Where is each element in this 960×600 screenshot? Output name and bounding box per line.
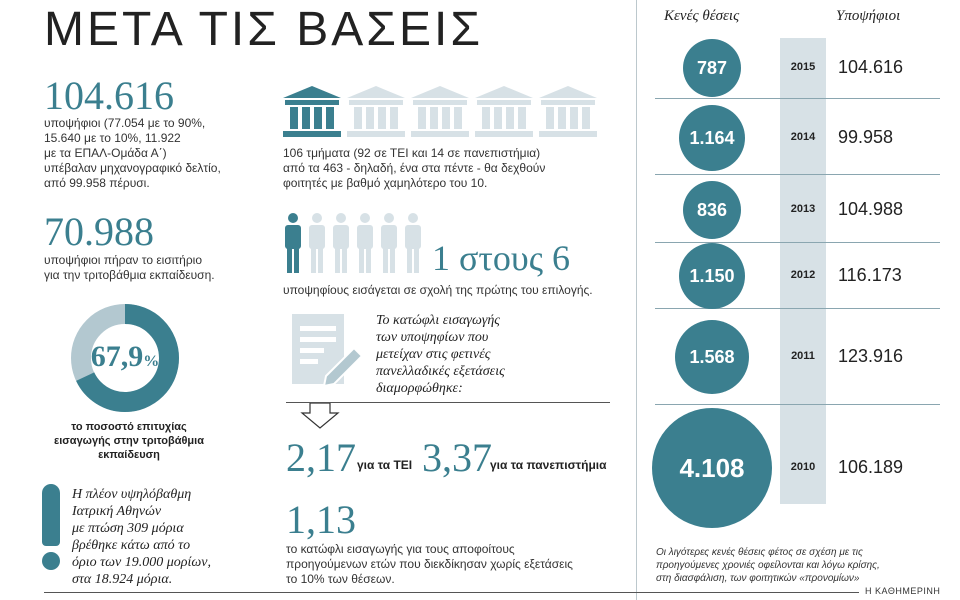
panel-separator [636, 0, 637, 600]
building-icon [347, 86, 405, 138]
down-arrow-icon [300, 403, 340, 429]
departments-text: 106 τμήματα (92 σε ΤΕΙ και 14 σε πανεπιστήμια) από τα 463 - δηλαδή, ένα στα πέντε - θα δεχθούν φοιτητές με βαθμό χαμηλότερο του 10. [283, 146, 546, 190]
document-pen-icon [290, 312, 366, 390]
prev-years-threshold-text: το κατώφλι εισαγωγής για τους αποφοίτους προηγούμενων ετών που διεκδίκησαν χωρίς εξετάσεις το 10% των θέσεων. [286, 542, 573, 586]
uni-threshold-label: για τα πανεπιστήμια [490, 458, 607, 472]
candidates-value: 104.616 [838, 57, 904, 77]
candidates-total-text: υποψήφιοι (77.054 με το 90%, 15.640 με το 10%, 11.922 με τα ΕΠΑΛ-Ομάδα Α΄) υπέβαλαν μηχανογραφικό δελτίο, από 99.958 πέρυσι. [44, 116, 221, 190]
row-divider [655, 404, 940, 405]
tei-threshold-label: για τα ΤΕΙ [357, 458, 413, 472]
year-label: 2012 [790, 269, 816, 281]
person-icon [331, 213, 351, 275]
building-icon [539, 86, 597, 138]
empty-positions-circle: 1.164 [679, 105, 745, 171]
person-icon [403, 213, 423, 275]
empty-positions-circle: 4.108 [652, 408, 772, 528]
one-in-six-text: υποψηφίους εισάγεται σε σχολή της πρώτης του επιλογής. [283, 283, 593, 297]
one-in-six-label: 1 στους 6 [432, 238, 570, 278]
person-icon-highlighted [283, 213, 303, 275]
prev-years-threshold-value: 1,13 [286, 497, 356, 542]
empty-positions-circle: 836 [683, 181, 741, 239]
credit-label: Η ΚΑΘΗΜΕΡΙΝΗ [865, 586, 941, 596]
empty-positions-circle: 1.568 [675, 320, 749, 394]
candidates-value: 123.916 [838, 346, 904, 366]
candidates-value: 106.189 [838, 457, 904, 477]
candidates-value: 99.958 [838, 127, 894, 147]
admitted-number: 70.988 [44, 209, 154, 254]
person-icon [379, 213, 399, 275]
donut-caption: το ποσοστό επιτυχίας εισαγωγής στην τριτοβάθμια εκπαίδευση [54, 421, 204, 461]
year-label: 2011 [791, 350, 815, 362]
threshold-intro: Το κατώφλι εισαγωγής των υποψηφίων που μετείχαν στις φετινές πανελλαδικές εξετάσεις διαμορφώθηκε: [376, 313, 505, 396]
uni-threshold-value: 3,37 [422, 435, 492, 480]
exclamation-icon [40, 484, 62, 570]
row-divider [655, 174, 940, 175]
candidates-total-number: 104.616 [44, 73, 174, 118]
empty-positions-circle: 787 [683, 39, 741, 97]
person-icon [355, 213, 375, 275]
bottom-rule [44, 592, 859, 593]
year-label: 2014 [790, 131, 816, 143]
year-label: 2015 [790, 61, 816, 73]
building-icon-highlighted [283, 86, 341, 138]
building-icon [475, 86, 533, 138]
page-title: ΜΕΤΑ ΤΙΣ ΒΑΣΕΙΣ [44, 3, 483, 56]
medicine-note: Η πλέον υψηλόβαθμη Ιατρική Αθηνών με πτώση 309 μόρια βρέθηκε κάτω από το όριο των 19.000 μορίων, στα 18.924 μόρια. [72, 487, 211, 587]
row-divider [655, 98, 940, 99]
candidates-header: Υποψήφιοι [836, 8, 901, 24]
person-icon [307, 213, 327, 275]
year-label: 2013 [790, 203, 816, 215]
row-divider [655, 308, 940, 309]
empty-positions-header: Κενές θέσεις [664, 8, 740, 24]
donut-label: 67,9% [90, 340, 160, 373]
tei-threshold-value: 2,17 [286, 435, 356, 480]
admitted-text: υποψήφιοι πήραν το εισιτήριο για την τριτοβάθμια εκπαίδευση. [44, 253, 215, 282]
right-footnote: Οι λιγότερες κενές θέσεις φέτος σε σχέση με τις προηγούμενες χρονιές οφείλονται και λόγω κρίσης, στη διασφάλιση, των φοιτητικών «προνομίων» [656, 547, 880, 584]
year-label: 2010 [790, 461, 816, 473]
building-icon [411, 86, 469, 138]
candidates-value: 104.988 [838, 199, 904, 219]
empty-positions-circle: 1.150 [679, 243, 745, 309]
candidates-value: 116.173 [838, 265, 902, 285]
row-divider [655, 242, 940, 243]
